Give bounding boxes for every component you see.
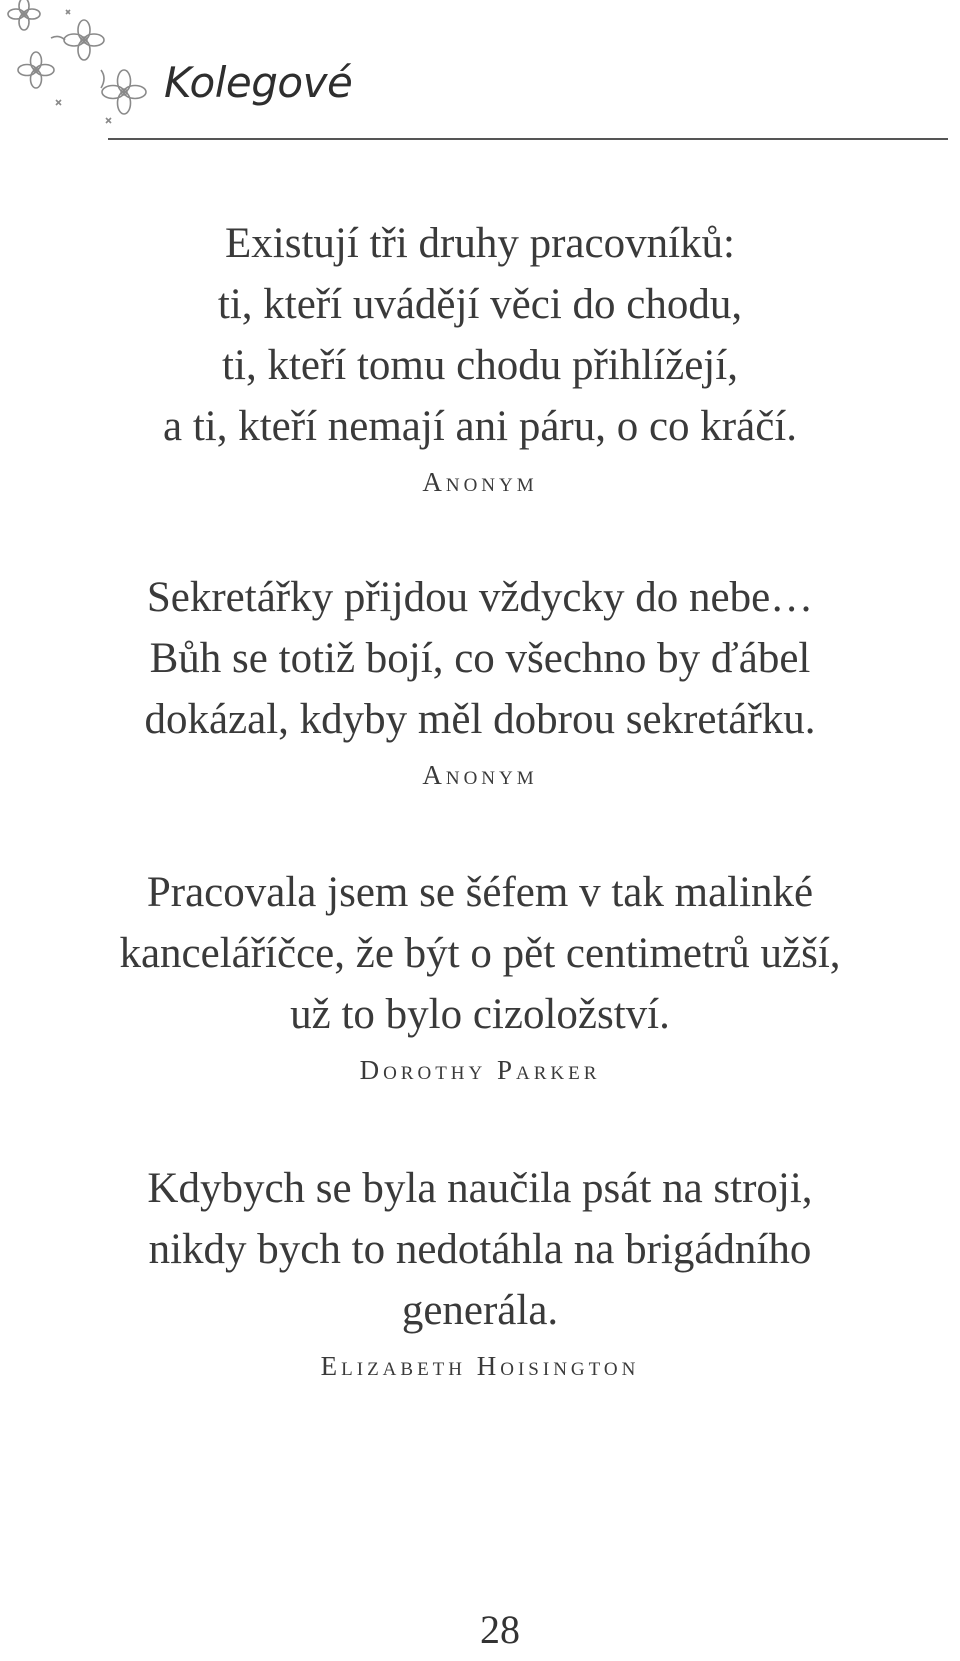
quote-author: Dorothy Parker xyxy=(359,1055,601,1085)
quote-author: Elizabeth Hoisington xyxy=(320,1351,640,1381)
quote-text: Existují tři druhy pracovníků: ti, kteří uvádějí věci do chodu, ti, kteří tomu chodu přihlížejí, a ti, kteří nemají ani páru, o co kráčí. xyxy=(163,220,797,450)
quote-author: Anonym xyxy=(422,760,538,790)
quote-text: Pracovala jsem se šéfem v tak malinké kanceláříčce, že být o pět centimetrů užší, už to bylo cizoložství. xyxy=(119,869,841,1038)
quote-block xyxy=(100,213,860,496)
quote-block xyxy=(100,1158,860,1380)
chapter-title: Kolegové xyxy=(164,58,353,107)
flower-doodles-icon xyxy=(6,0,156,140)
title-divider xyxy=(108,138,948,140)
quote-text: Sekretářky přijdou vždycky do nebe… Bůh se totiž bojí, co všechno by ďábel dokázal, kdyby měl dobrou sekretářku. xyxy=(144,574,816,743)
quote-text: Kdybych se byla naučila psát na stroji, nikdy bych to nedotáhla na brigádního generála. xyxy=(147,1165,813,1334)
page-number: 28 xyxy=(480,1607,520,1652)
quote-author: Anonym xyxy=(422,467,538,497)
quote-block xyxy=(100,862,860,1084)
quote-block xyxy=(100,567,860,789)
